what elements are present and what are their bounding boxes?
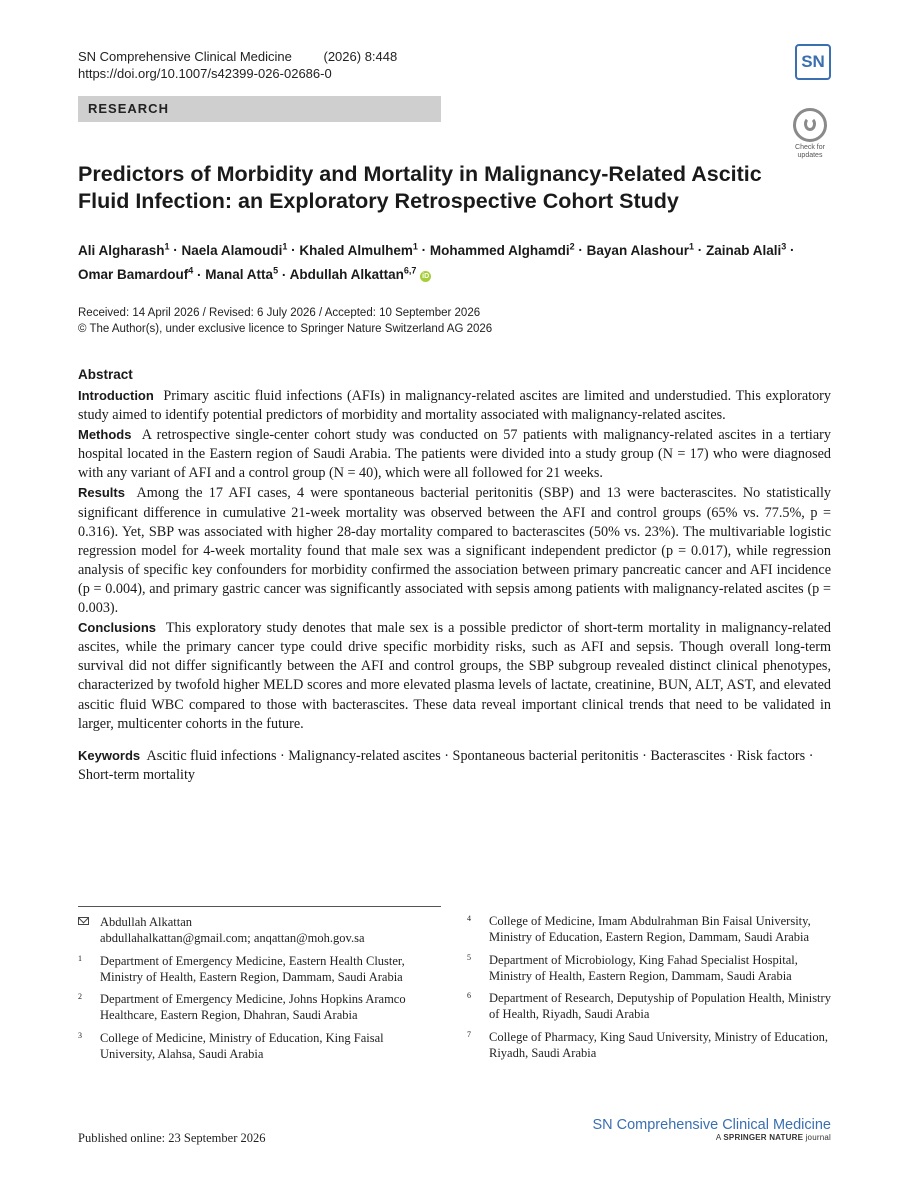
- journal-name: SN Comprehensive Clinical Medicine: [78, 49, 292, 64]
- abstract-methods: [78, 425, 831, 483]
- methods-text: A retrospective single-center cohort study was conducted on 57 patients with malignancy-related ascites in a tertiary hospital located in the Eastern region of Saudi Arabia. The patients were divided into a study group (N = 17) who were diagnosed with any variant of AFI and a control group (N = 40), which were all followed for 21 weeks.: [78, 427, 831, 482]
- author-separator: ·: [278, 267, 290, 282]
- author-affiliation: 5: [273, 265, 279, 276]
- correspondence-name: Abdullah Alkattan: [100, 915, 192, 929]
- author-name: Manal Atta: [205, 267, 274, 282]
- footnotes-left: [78, 914, 423, 1068]
- footnote-number: 2: [78, 992, 82, 1002]
- introduction-label: Introduction: [78, 388, 154, 403]
- publication-dates: [78, 305, 492, 337]
- footnote-number: 7: [467, 1029, 471, 1039]
- published-online: Published online: 23 September 2026: [78, 1131, 266, 1145]
- author[interactable]: [78, 243, 170, 258]
- author[interactable]: [182, 243, 288, 258]
- keywords-label: Keywords: [78, 748, 141, 763]
- author[interactable]: [430, 243, 575, 258]
- footnote-number: 3: [78, 1030, 82, 1040]
- correspondence-email[interactable]: abdullahalkattan@gmail.com; anqattan@moh.gov.sa: [100, 931, 365, 946]
- author-affiliation: 1: [412, 241, 418, 251]
- dates-line: Received: 14 April 2026 / Revised: 6 July 2026 / Accepted: 10 September 2026: [78, 307, 481, 319]
- author-list: [78, 236, 838, 285]
- section-label: RESEARCH: [78, 96, 441, 122]
- author[interactable]: [78, 267, 193, 282]
- check-updates-icon: [793, 108, 827, 142]
- footnote-text: College of Medicine, Ministry of Education, King Faisal University, Alahsa, Saudi Arabia: [100, 1030, 384, 1062]
- footnote-text: Department of Emergency Medicine, Eastern Health Cluster, Ministry of Health, Eastern Region, Dammam, Saudi Arabia: [100, 953, 405, 984]
- abstract-results: [78, 483, 831, 618]
- publisher-prefix: A: [715, 1133, 721, 1142]
- keywords: [78, 746, 831, 785]
- author[interactable]: [299, 243, 418, 258]
- author-affiliation: 4: [188, 265, 194, 276]
- author-separator: ·: [693, 242, 706, 258]
- keywords-text: Ascitic fluid infections · Malignancy-related ascites · Spontaneous bacterial peritonitis · Bacterascites · Risk factors · Short-term mortality: [78, 748, 814, 783]
- orcid-icon[interactable]: iD: [422, 273, 430, 280]
- results-label: Results: [78, 485, 125, 501]
- author[interactable]: [290, 267, 432, 282]
- affiliation-list-left: [78, 953, 423, 1063]
- footnote-number: 1: [78, 953, 82, 963]
- footnote-number: 6: [467, 991, 471, 1001]
- footnote-text: Department of Emergency Medicine, Johns Hopkins Aramco Healthcare, Eastern Region, Dhahran, Saudi Arabia: [100, 992, 406, 1023]
- correspondence: [78, 914, 423, 947]
- abstract-conclusions: [78, 618, 831, 734]
- sn-logo: SN: [795, 44, 831, 80]
- author-affiliation: 1: [164, 241, 170, 251]
- affiliation-footnote: [78, 1030, 423, 1063]
- footnote-text: Department of Microbiology, King Fahad Specialist Hospital, Ministry of Health, Eastern Region, Dammam, Saudi Arabia: [489, 952, 798, 983]
- publisher-suffix: journal: [805, 1133, 831, 1142]
- footnotes-right: [467, 913, 832, 1067]
- check-updates-label: Check for updates: [795, 144, 825, 159]
- author-separator: ·: [169, 242, 182, 258]
- author-separator: ·: [786, 242, 795, 258]
- author-affiliation: 6,7: [403, 265, 417, 276]
- author-name: Bayan Alashour: [586, 242, 689, 258]
- abstract-heading: Abstract: [78, 367, 133, 382]
- author-affiliation: 2: [569, 241, 575, 251]
- author[interactable]: [205, 267, 278, 282]
- methods-label: Methods: [78, 427, 132, 443]
- introduction-text: Primary ascitic fluid infections (AFIs) in malignancy-related ascites are limited and understudied. This exploratory study aimed to identify potential predictors of morbidity and mortality associated with malignancy-related ascites.: [78, 388, 831, 424]
- affiliation-footnote: [467, 952, 832, 985]
- paper-title: Predictors of Morbidity and Mortality in Malignancy-Related Ascitic Fluid Infection: an Exploratory Retrospective Cohort Study: [78, 162, 762, 213]
- author-name: Abdullah Alkattan: [289, 267, 404, 282]
- author-affiliation: 3: [781, 241, 787, 251]
- footer-journal: [560, 1117, 831, 1142]
- footnote-text: College of Medicine, Imam Abdulrahman Bin Faisal University, Ministry of Education, Eastern Region, Dammam, Saudi Arabia: [489, 914, 811, 945]
- author-separator: ·: [574, 242, 587, 258]
- check-for-updates-button[interactable]: [788, 108, 832, 160]
- author[interactable]: [706, 243, 786, 258]
- footnote-number: 5: [467, 952, 471, 962]
- author-separator: ·: [287, 242, 300, 258]
- footnote-number: 4: [467, 914, 471, 923]
- affiliation-footnote: [467, 990, 832, 1023]
- footnote-text: College of Pharmacy, King Saud University, Ministry of Education, Riyadh, Saudi Arabia: [489, 1029, 828, 1061]
- affiliation-footnote: [467, 913, 832, 946]
- affiliation-footnote: [78, 991, 423, 1024]
- abstract-body: [78, 386, 831, 734]
- author-separator: ·: [193, 267, 206, 282]
- conclusions-label: Conclusions: [78, 620, 157, 636]
- envelope-icon: [78, 917, 89, 925]
- author-separator: ·: [417, 242, 430, 258]
- results-text: Among the 17 AFI cases, 4 were spontaneous bacterial peritonitis (SBP) and 13 were bacterascites. No statistically significant difference in cumulative 21-week mortality was observed between the AFI and control groups (65% vs. 77.5%, p = 0.316). Yet, SBP was associated with higher 28-day mortality compared to bacterascites (50% vs. 23%). The multivariable logistic regression model for 4-week mortality found that male sex was a significant independent predictor (p = 0.017), while regression analysis of specific key confounders for morbidity confirmed the association between primary pancreatic cancer and AFI incidence (p = 0.004), and primary gastric cancer was significantly associated with sepsis among patients with malignancy-related ascites (p = 0.003).: [78, 485, 831, 617]
- affiliation-list-right: [467, 913, 832, 1061]
- conclusions-text: This exploratory study denotes that male sex is a possible predictor of short-term mortality in malignancy-related ascites, while the primary cancer type could drive specific morbidity risks, such as AFI and sepsis. Though overall long-term survival did not differ significantly between the AFI and control groups, the SBP subgroup revealed distinct clinical phenotypes, characterized by twofold higher MELD scores and more elevated plasma levels of lactate, creatinine, BUN, ALT, AST, and elevated ascitic fluid WBC compared to those with bacterascites. These data reveal important clinical trends that need to be validated in larger, multicenter cohorts in the future.: [78, 620, 831, 732]
- author-name: Zainab Alali: [705, 242, 782, 258]
- affiliation-footnote: [78, 953, 423, 986]
- publisher-line: [560, 1133, 831, 1142]
- doi-link[interactable]: https://doi.org/10.1007/s42399-026-02686-0: [78, 66, 332, 81]
- affiliation-footnote: [467, 1029, 832, 1062]
- journal-header: [78, 48, 397, 82]
- publisher-name: SPRINGER NATURE: [723, 1133, 804, 1142]
- citation: (2026) 8:448: [323, 49, 398, 64]
- author-name: Naela Alamoudi: [181, 242, 283, 258]
- abstract-introduction: [78, 386, 831, 425]
- author-affiliation: 1: [282, 241, 288, 251]
- author-affiliation: 1: [688, 241, 694, 251]
- author-name: Omar Bamardouf: [78, 267, 189, 282]
- author[interactable]: [587, 243, 694, 258]
- footnote-rule: [78, 906, 441, 907]
- journal-line: [78, 48, 397, 65]
- footnote-text: Department of Research, Deputyship of Population Health, Ministry of Health, Riyadh, Saudi Arabia: [489, 991, 831, 1022]
- author-name: Khaled Almulhem: [299, 242, 413, 258]
- footer-journal-name: SN Comprehensive Clinical Medicine: [592, 1117, 831, 1133]
- copyright-line: © The Author(s), under exclusive licence to Springer Nature Switzerland AG 2026: [78, 323, 493, 335]
- author-name: Mohammed Alghamdi: [429, 242, 570, 258]
- author-name: Ali Algharash: [78, 242, 165, 258]
